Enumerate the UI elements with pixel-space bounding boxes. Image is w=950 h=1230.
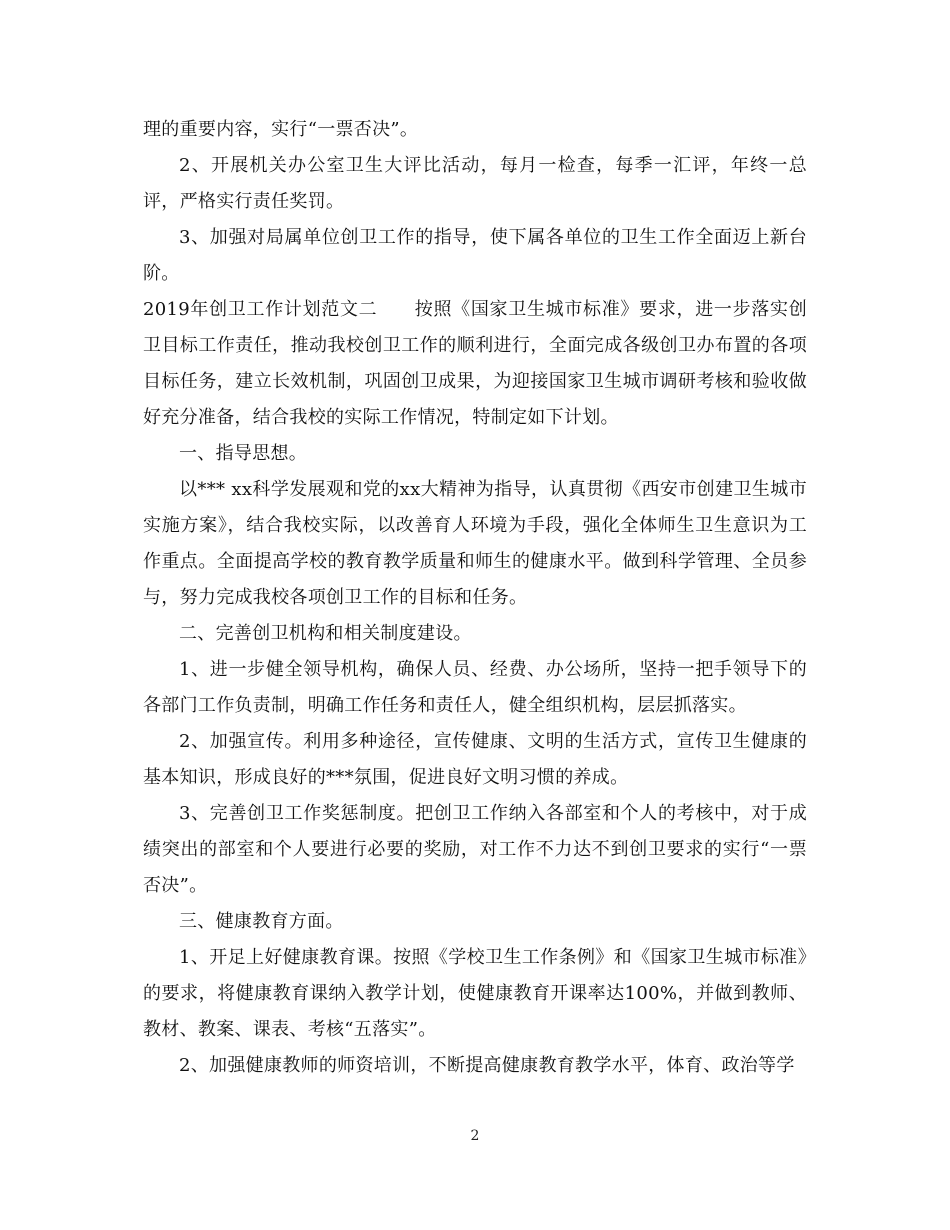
document-body	[143, 112, 807, 1084]
section-heading-2: 二、完善创卫机构和相关制度建设。	[179, 623, 472, 644]
paragraph-3: 3、加强对局属单位创卫工作的指导，使下属各单位的卫生工作全面迈上新台阶。	[143, 227, 807, 284]
paragraph-2: 2、开展机关办公室卫生大评比活动，每月一检查，每季一汇评，年终一总评，严格实行责任奖罚。	[143, 155, 807, 212]
section-heading-3: 三、健康教育方面。	[179, 911, 344, 932]
paragraph-8: 1、进一步健全领导机构，确保人员、经费、办公场所，坚持一把手领导下的各部门工作负责制，明确工作任务和责任人，健全组织机构，层层抓落实。	[143, 659, 807, 716]
page-number: 2	[470, 1128, 480, 1144]
section-heading-1: 一、指导思想。	[179, 443, 308, 464]
paragraph-10: 3、完善创卫工作奖惩制度。把创卫工作纳入各部室和个人的考核中，对于成绩突出的部室和个人要进行必要的奖励，对工作不力达不到创卫要求的实行“一票否决”。	[143, 803, 807, 896]
paragraph-6: 以*** xx科学发展观和党的xx大精神为指导，认真贯彻《西安市创建卫生城市实施方案》，结合我校实际，以改善育人环境为手段，强化全体师生卫生意识为工作重点。全面提高学校的教育教学质量和师生的健康水平。做到科学管理、全员参与，努力完成我校各项创卫工作的目标和任务。	[143, 479, 807, 608]
paragraph-13: 2、加强健康教师的师资培训，不断提高健康教育教学水平，体育、政治等学	[179, 1055, 795, 1076]
paragraph-1: 理的重要内容，实行“一票否决”。	[143, 119, 419, 140]
paragraph-9: 2、加强宣传。利用多种途径，宣传健康、文明的生活方式，宣传卫生健康的基本知识，形成良好的***氛围，促进良好文明习惯的养成。	[143, 731, 807, 788]
paragraph-12: 1、开足上好健康教育课。按照《学校卫生工作条例》和《国家卫生城市标准》的要求，将健康教育课纳入教学计划，使健康教育开课率达100%，并做到教师、教材、教案、课表、考核“五落实”。	[143, 947, 807, 1040]
paragraph-4: 2019年创卫工作计划范文二 按照《国家卫生城市标准》要求，进一步落实创卫目标工作责任，推动我校创卫工作的顺利进行，全面完成各级创卫办布置的各项目标任务，建立长效机制，巩固创卫成果，为迎接国家卫生城市调研考核和验收做好充分准备，结合我校的实际工作情况，特制定如下计划。	[143, 299, 807, 428]
